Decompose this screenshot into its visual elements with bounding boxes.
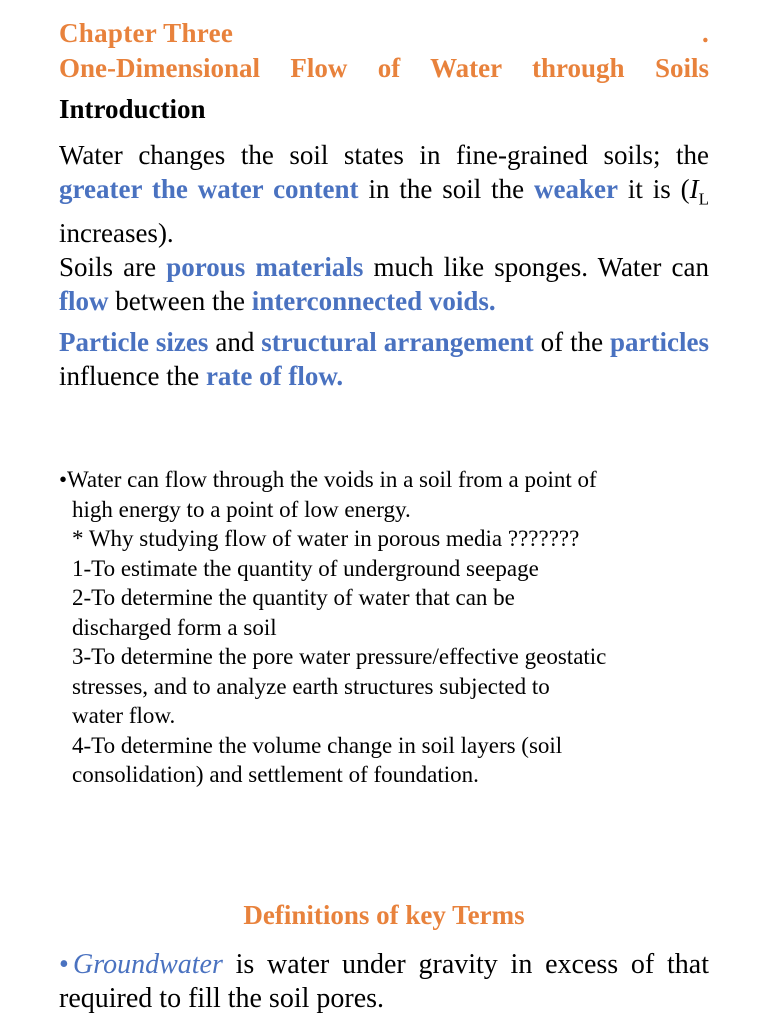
chapter-heading [59,18,709,49]
definition-text: is water under gravity in excess of that required to fill the soil pores. [59,949,709,1014]
chapter-dot: . [701,18,709,48]
highlight-rate-of-flow: rate of flow. [205,361,344,391]
definition-groundwater [59,948,709,1016]
highlight-particle-sizes: Particle sizes [59,327,209,357]
intro-paragraph-3 [59,325,709,393]
text-run: between the [108,286,252,316]
bullet-marker: • [59,949,69,980]
text-run: Water changes the soil states in fine-grained soils; the [59,140,709,170]
intro-paragraph-2 [59,250,709,318]
highlight-structural-arrangement: structural arrangement [261,327,534,357]
list-item: •Water can flow through the voids in a soil from a point of [59,467,597,492]
text-run: it is ( [617,174,690,204]
section-heading-introduction: Introduction [59,94,206,124]
text-run: in the soil the [358,174,534,204]
liquidity-index-subscript: L [698,189,710,209]
highlight-weaker: weaker [533,174,618,204]
text-run: Soils are [59,252,167,282]
section-heading-definitions: Definitions of key Terms [243,900,525,930]
list-item: * Why studying flow of water in porous media ??????? [72,526,580,551]
list-item: high energy to a point of low energy. [72,496,411,522]
highlight-water-content: greater the water content [59,174,359,204]
list-item: discharged form a soil [72,614,277,640]
list-item: 2-To determine the quantity of water that can be [72,585,515,610]
list-item: consolidation) and settlement of foundation. [72,762,479,787]
list-item: stresses, and to analyze earth structures subjected to [72,673,550,699]
list-item: water flow. [72,703,176,728]
list-item: 3-To determine the pore water pressure/effective geostatic [72,644,607,669]
chapter-title: One-Dimensional Flow of Water through Soils [59,53,709,83]
text-run: much like sponges. Water can [363,252,709,282]
highlight-porous-materials: porous materials [166,252,364,282]
text-run: of the [533,327,611,357]
text-run: influence the [59,361,206,391]
highlight-interconnected-voids: interconnected voids. [251,286,496,316]
highlight-flow: flow [59,286,109,316]
text-run: increases). [59,218,174,249]
list-item: 4-To determine the volume change in soil layers (soil [72,732,563,758]
list-item: 1-To estimate the quantity of underground seepage [72,555,539,581]
intro-paragraph-1 [59,138,709,250]
highlight-particles: particles [610,327,709,357]
term-groundwater: Groundwater [73,949,223,980]
flow-purpose-list [59,465,719,790]
liquidity-index-symbol: I [689,174,699,204]
chapter-label: Chapter Three [59,18,234,48]
text-run: and [208,327,262,357]
